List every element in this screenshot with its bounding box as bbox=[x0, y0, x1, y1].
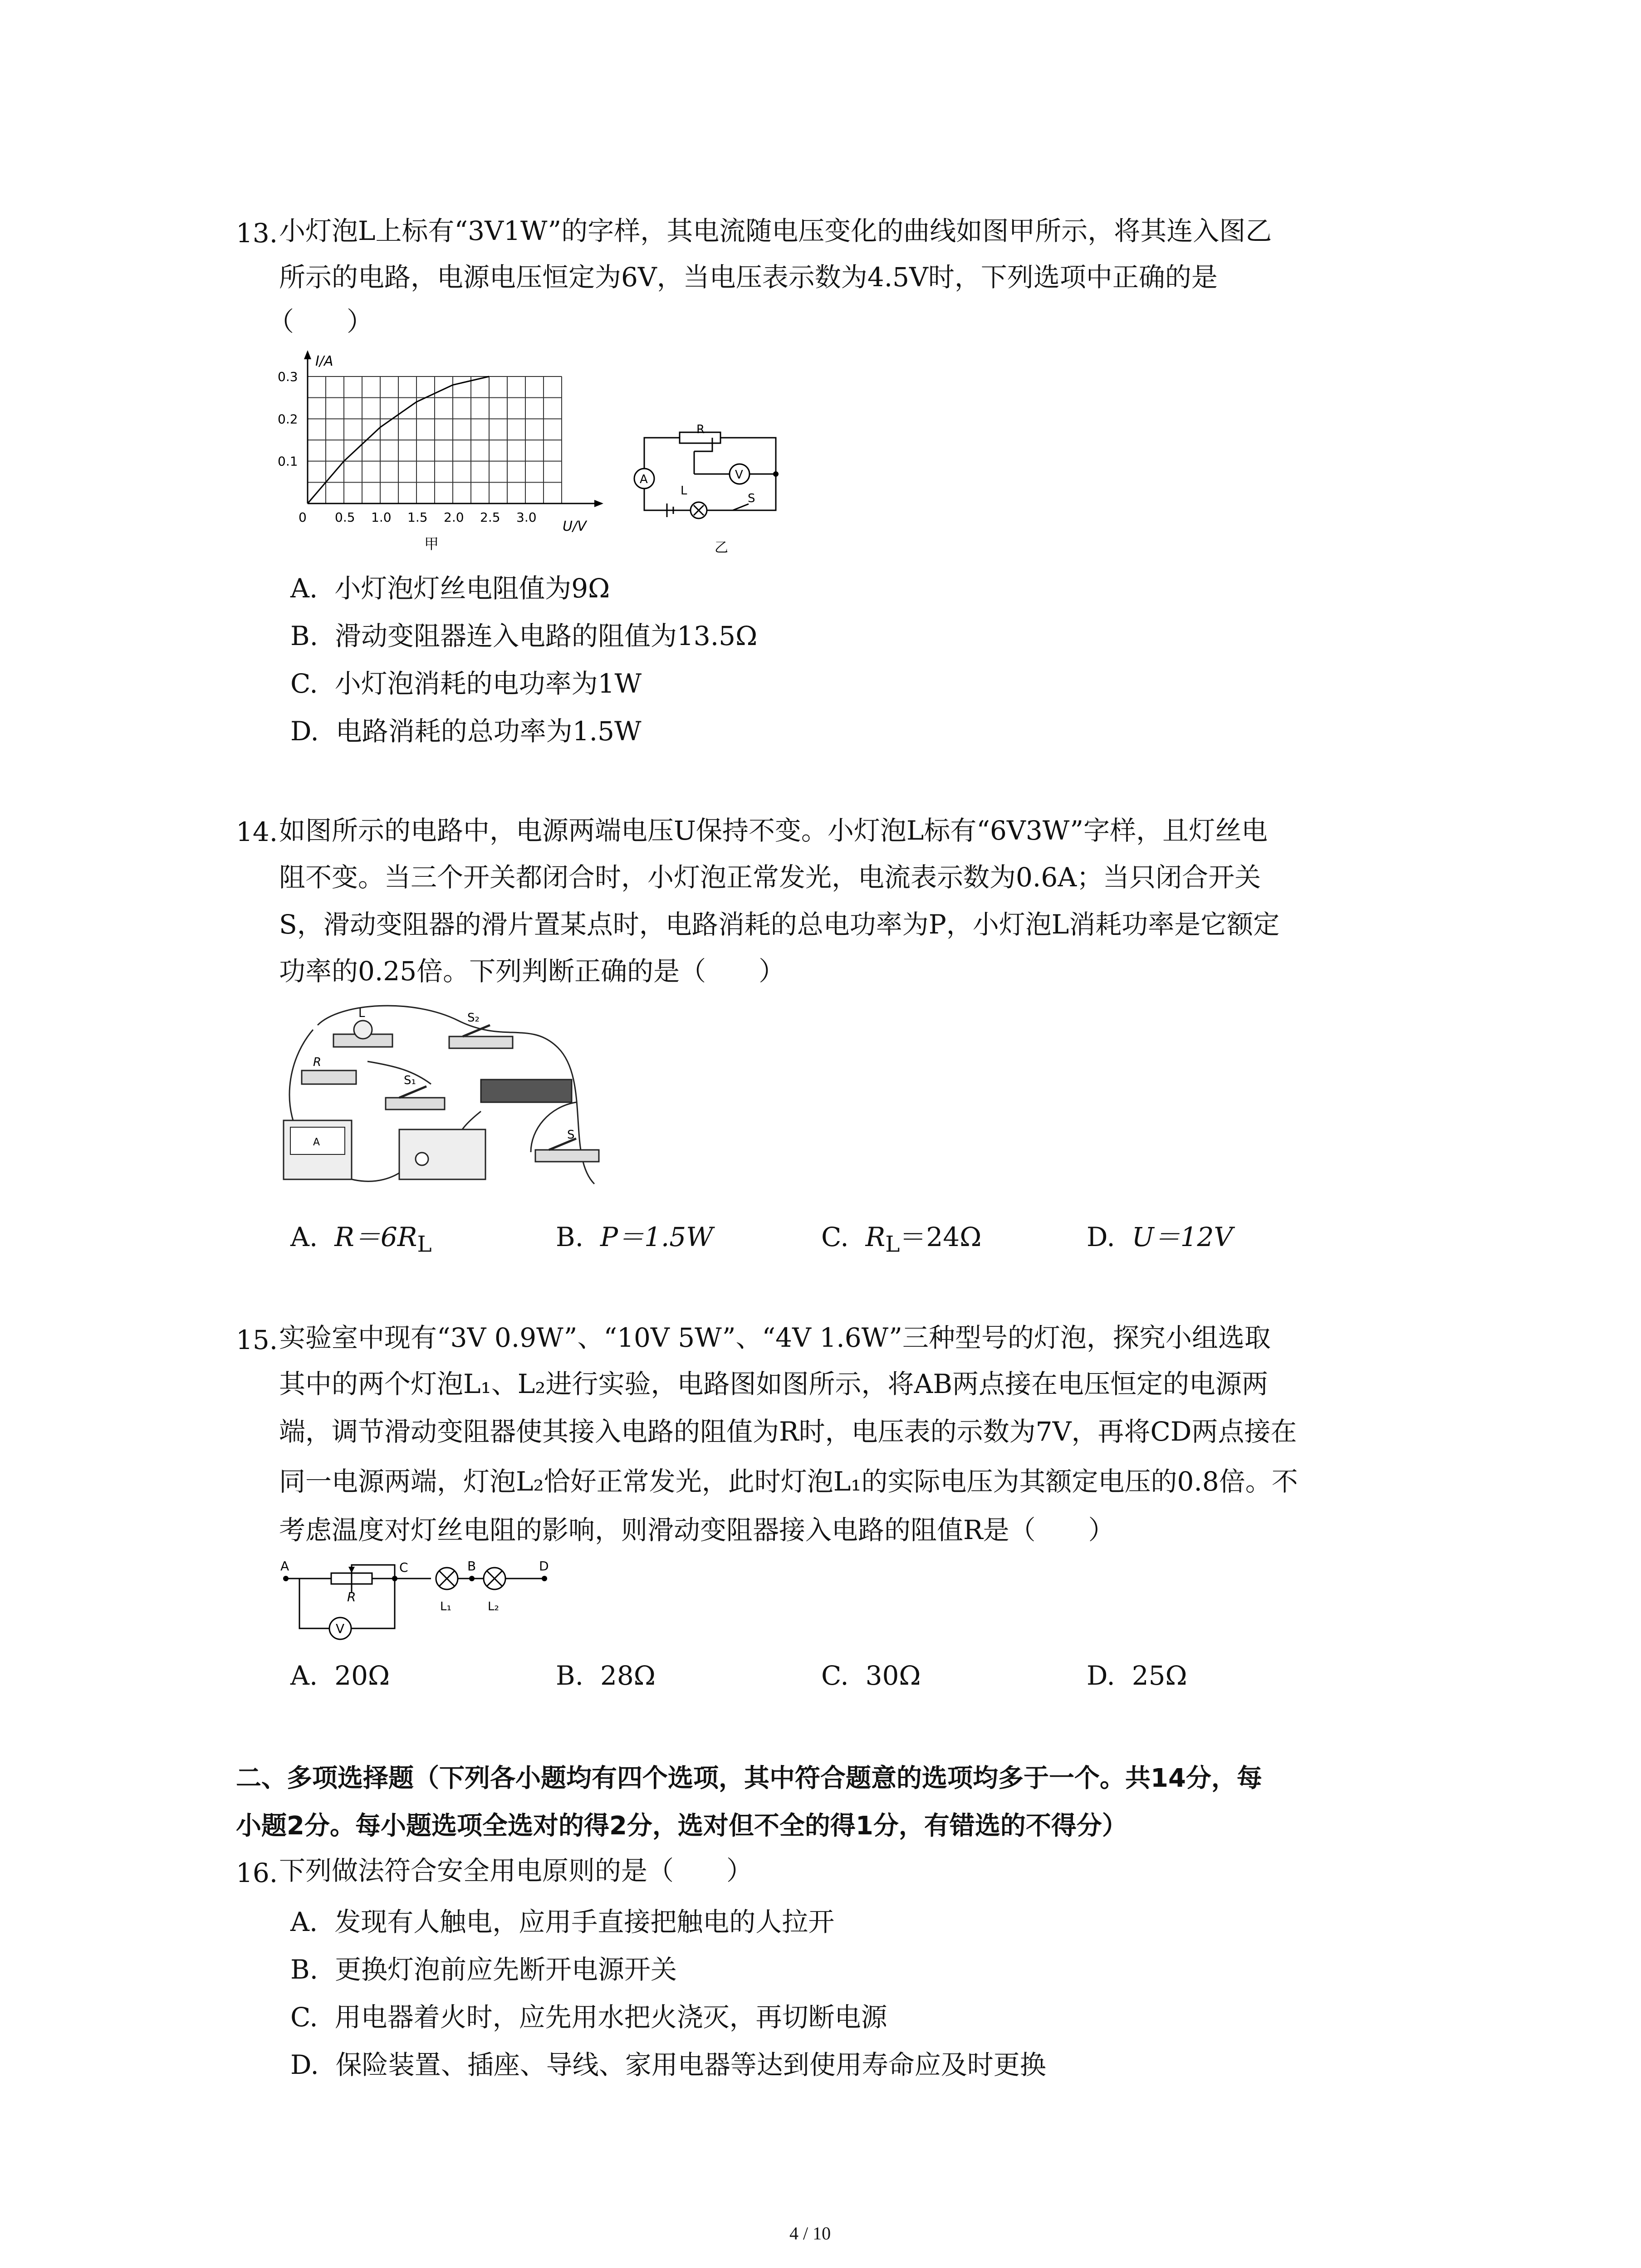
q13-figure-circuit bbox=[626, 424, 798, 560]
q15-stem-line1: 实验室中现有“3V 0.9W”、“10V 5W”、“4V 1.6W”三种型号的灯泡，探究小组选取 bbox=[279, 1322, 1271, 1353]
q15-option-c[interactable]: C. 30Ω bbox=[821, 1660, 921, 1691]
q14-label-L: L bbox=[358, 1007, 365, 1020]
q15-number: 15. bbox=[236, 1325, 278, 1355]
q13-x-tick: 2.0 bbox=[444, 510, 464, 525]
q13-circuit-caption: 乙 bbox=[715, 540, 728, 556]
q13-option-d[interactable]: D. 电路消耗的总功率为1.5W bbox=[290, 716, 642, 747]
q13-x-tick: 1.5 bbox=[407, 510, 428, 525]
q15-option-b[interactable]: B. 28Ω bbox=[556, 1660, 656, 1691]
q13-stem-line2: 所示的电路，电源电压恒定为6V，当电压表示数为4.5V时，下列选项中正确的是 bbox=[279, 262, 1218, 293]
q13-stem-line1: 小灯泡L上标有“3V1W”的字样，其电流随电压变化的曲线如图甲所示，将其连入图乙 bbox=[279, 215, 1272, 246]
q13-circuit-L: L bbox=[681, 484, 687, 498]
q16-number: 16. bbox=[236, 1857, 278, 1888]
q15-label-V: V bbox=[336, 1621, 345, 1636]
section2-heading-line2: 小题2分。每小题选项全选对的得2分，选对但不全的得1分，有错选的不得分） bbox=[236, 1811, 1127, 1841]
q13-option-c[interactable]: C. 小灯泡消耗的电功率为1W bbox=[290, 668, 642, 699]
q13-ylabel: I/A bbox=[315, 353, 333, 369]
q14-number: 14. bbox=[236, 816, 278, 847]
q14-figure-physical-circuit bbox=[277, 993, 622, 1202]
q14-stem-line4: 功率的0.25倍。下列判断正确的是（ ） bbox=[279, 956, 785, 987]
q13-circuit-S: S bbox=[748, 492, 755, 505]
q15-option-d[interactable]: D. 25Ω bbox=[1087, 1660, 1187, 1691]
q14-label-S2: S₂ bbox=[467, 1011, 480, 1025]
q13-x-tick: 0 bbox=[299, 510, 307, 525]
q15-stem-line2: 其中的两个灯泡L₁、L₂进行实验，电路图如图所示，将AB两点接在电压恒定的电源两 bbox=[279, 1369, 1269, 1399]
q15-figure-circuit bbox=[277, 1560, 558, 1656]
q15-label-D: D bbox=[539, 1560, 549, 1574]
q14-stem-line1: 如图所示的电路中，电源两端电压U保持不变。小灯泡L标有“6V3W”字样，且灯丝电 bbox=[279, 815, 1268, 846]
q13-y-arrow bbox=[304, 350, 311, 359]
q14-stem-line2: 阻不变。当三个开关都闭合时，小灯泡正常发光，电流表示数为0.6A；当只闭合开关 bbox=[279, 862, 1261, 893]
q13-y-tick: 0.2 bbox=[278, 411, 298, 427]
q13-xlabel: U/V bbox=[563, 518, 587, 534]
page-number: 4 / 10 bbox=[789, 2223, 831, 2244]
q15-stem-line4: 同一电源两端，灯泡L₂恰好正常发光，此时灯泡L₁的实际电压为其额定电压的0.8倍。不 bbox=[279, 1466, 1298, 1497]
q13-number: 13. bbox=[236, 218, 278, 249]
q15-label-L2: L₂ bbox=[488, 1600, 499, 1613]
q13-option-a[interactable]: A. 小灯泡灯丝电阻值为9Ω bbox=[290, 573, 610, 604]
q13-figure-graph bbox=[272, 349, 617, 558]
q13-y-tick: 0.3 bbox=[278, 369, 298, 384]
q14-label-S: S bbox=[567, 1128, 575, 1142]
q14-stem-line3: S，滑动变阻器的滑片置某点时，电路消耗的总电功率为P，小灯泡L消耗功率是它额定 bbox=[279, 909, 1280, 940]
q13-bracket: （ ） bbox=[268, 306, 373, 337]
section2-heading-line1: 二、多项选择题（下列各小题均有四个选项，其中符合题意的选项均多于一个。共14分，每 bbox=[236, 1764, 1262, 1793]
q16-stem: 下列做法符合安全用电原则的是（ ） bbox=[279, 1855, 753, 1886]
q16-option-c[interactable]: C. 用电器着火时，应先用水把火浇灭，再切断电源 bbox=[290, 2002, 887, 2033]
q15-label-R: R bbox=[347, 1589, 356, 1604]
q16-option-a[interactable]: A. 发现有人触电，应用手直接把触电的人拉开 bbox=[290, 1906, 835, 1937]
q13-circuit-R: R bbox=[696, 424, 705, 436]
q13-circuit-V: V bbox=[735, 468, 743, 482]
q13-y-tick: 0.1 bbox=[278, 454, 298, 469]
q14-option-b[interactable]: B. P＝1.5W bbox=[556, 1222, 713, 1252]
q14-option-a[interactable]: A. $R=6R_L$ bbox=[290, 1222, 432, 1257]
q13-caption: 甲 bbox=[424, 535, 439, 552]
q13-circuit-A: A bbox=[640, 473, 648, 486]
q16-option-b[interactable]: B. 更换灯泡前应先断开电源开关 bbox=[290, 1954, 677, 1985]
q15-label-B: B bbox=[467, 1560, 476, 1574]
q14-label-R: R bbox=[313, 1056, 322, 1069]
q15-stem-line3: 端，调节滑动变阻器使其接入电路的阻值为R时，电压表的示数为7V，再将CD两点接在 bbox=[279, 1416, 1297, 1447]
q13-x-tick: 1.0 bbox=[371, 510, 392, 525]
q14-option-d[interactable]: D. U＝12V bbox=[1087, 1222, 1233, 1252]
q15-label-L1: L₁ bbox=[440, 1600, 451, 1613]
q13-x-arrow bbox=[594, 500, 603, 507]
q15-label-C: C bbox=[399, 1560, 408, 1575]
q13-x-tick: 0.5 bbox=[335, 510, 355, 525]
q13-x-tick: 3.0 bbox=[516, 510, 537, 525]
q14-label-meter: A bbox=[313, 1137, 320, 1148]
q13-x-tick: 2.5 bbox=[480, 510, 500, 525]
q15-label-A: A bbox=[280, 1560, 289, 1574]
q14-label-S1: S₁ bbox=[404, 1074, 416, 1087]
q16-option-d[interactable]: D. 保险装置、插座、导线、家用电器等达到使用寿命应及时更换 bbox=[290, 2049, 1046, 2080]
q14-option-c[interactable]: C. $R_L=24\Omega$ bbox=[821, 1222, 982, 1257]
q13-option-b[interactable]: B. 滑动变阻器连入电路的阻值为13.5Ω bbox=[290, 621, 758, 651]
q15-option-a[interactable]: A. 20Ω bbox=[290, 1660, 390, 1691]
q15-stem-line5: 考虑温度对灯丝电阻的影响，则滑动变阻器接入电路的阻值R是（ ） bbox=[279, 1515, 1115, 1545]
